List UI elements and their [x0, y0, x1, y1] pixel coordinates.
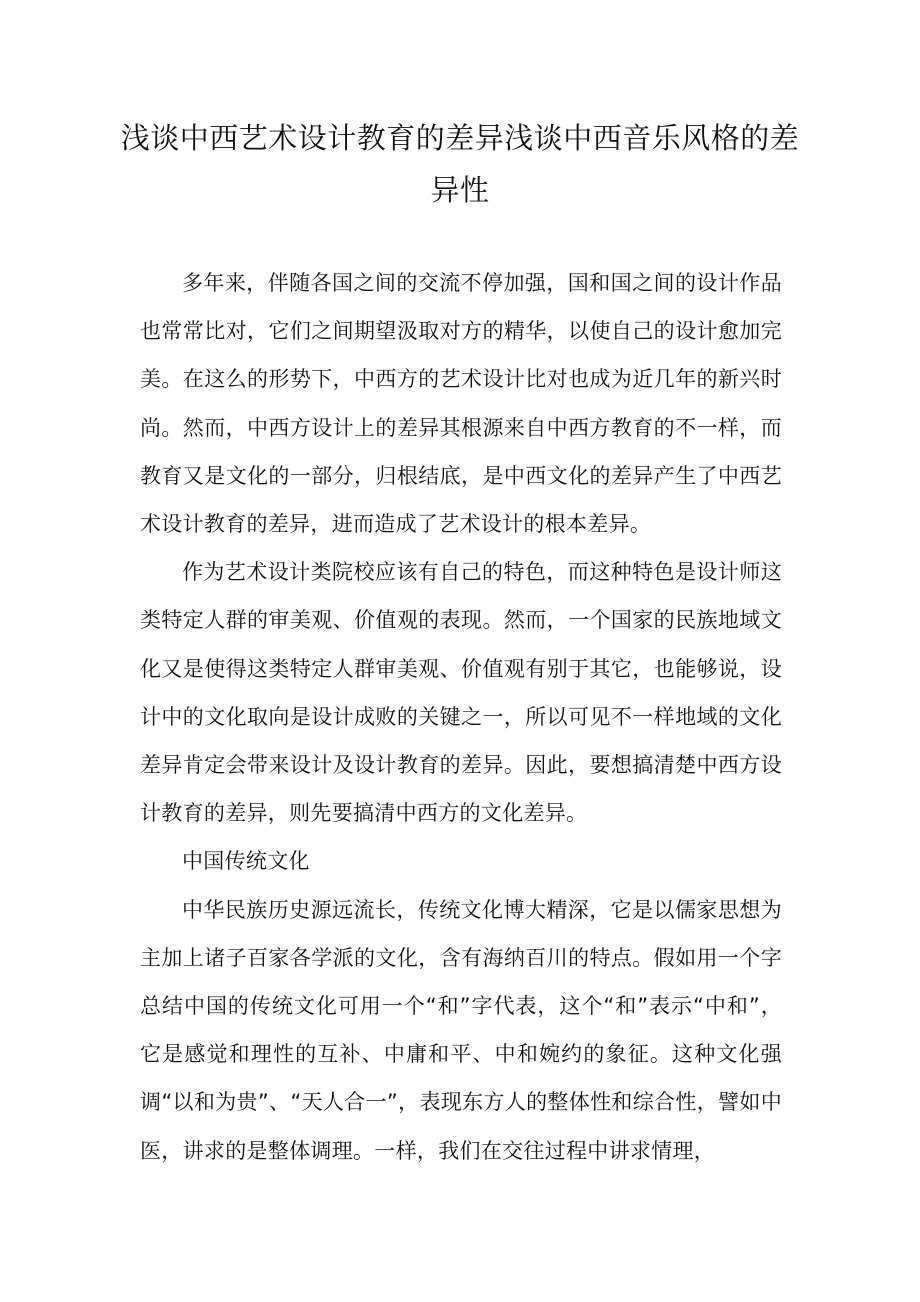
- document-title: 浅谈中西艺术设计教育的差异浅谈中西音乐风格的差异性: [120, 121, 800, 207]
- section-heading-chinese-culture: 中国传统文化: [182, 849, 310, 874]
- paragraph-design-schools: 作为艺术设计类院校应该有自己的特色，而这种特色是设计师这类特定人群的审美观、价值观的表现。然而，一个国家的民族地域文化又是使得这类特定人群审美观、价值观有别于其它，也能够说，设计中的文化取向是设计成败的关键之一，所以可见不一样地域的文化差异肯定会带来设计及设计教育的差异。因此，要想搞清楚中西方设计教育的差异，则先要搞清中西方的文化差异。: [140, 560, 782, 826]
- paragraph-chinese-culture: 中华民族历史源远流长，传统文化博大精深，它是以儒家思想为主加上诸子百家各学派的文化，含有海纳百川的特点。假如用一个字总结中国的传统文化可用一个“和”字代表，这个“和”表示“中和”，它是感觉和理性的互补、中庸和平、中和婉约的象征。这种文化强调“以和为贵”、“天人合一”，表现东方人的整体性和综合性，譬如中医，讲求的是整体调理。一样，我们在交往过程中讲求情理，: [140, 897, 782, 1163]
- paragraph-intro: 多年来，伴随各国之间的交流不停加强，国和国之间的设计作品也常常比对，它们之间期望汲取对方的精华，以使自己的设计愈加完美。在这么的形势下，中西方的艺术设计比对也成为近几年的新兴时尚。然而，中西方设计上的差异其根源来自中西方教育的不一样，而教育又是文化的一部分，归根结底，是中西文化的差异产生了中西艺术设计教育的差异，进而造成了艺术设计的根本差异。: [140, 271, 782, 537]
- document-body: [140, 259, 782, 1175]
